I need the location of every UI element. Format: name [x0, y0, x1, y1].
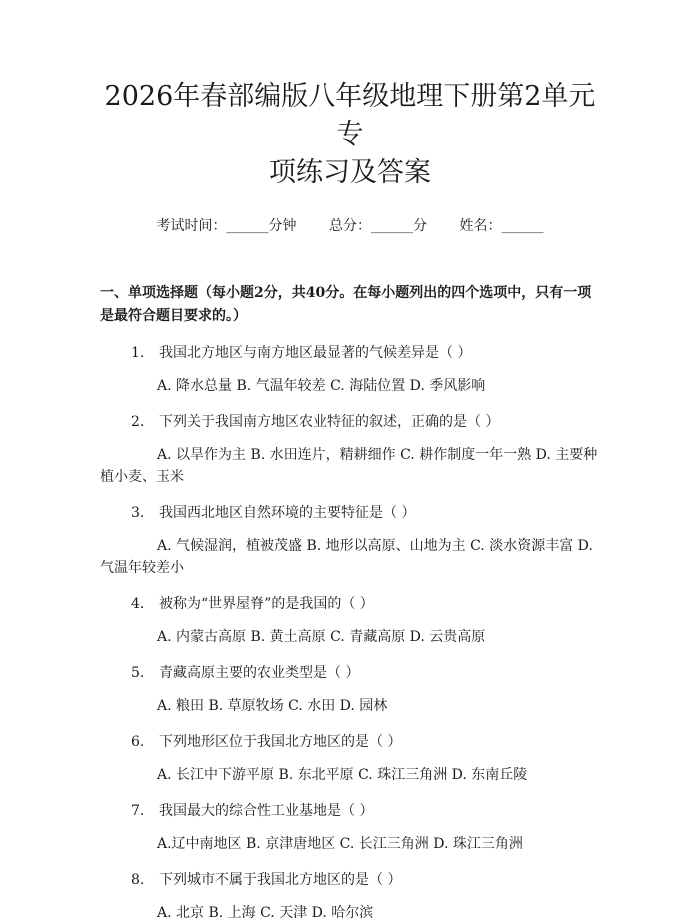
section-heading: 一、单项选择题（每小题2分，共40分。在每小题列出的四个选项中，只有一项是最符合题目要求的。） — [100, 285, 592, 324]
document-title — [100, 0, 600, 192]
total-score-field: 总分：______分 — [329, 218, 427, 234]
question-number: 5. — [131, 665, 145, 681]
question-number: 1. — [131, 345, 145, 361]
question-stem — [100, 342, 600, 364]
question-number: 6. — [131, 734, 145, 750]
question-text: 被称为“世界屋脊”的是我国的（ ） — [159, 596, 374, 612]
question-number: 2. — [131, 414, 145, 430]
question-stem — [100, 800, 600, 822]
question-number: 4. — [131, 596, 145, 612]
question-item — [100, 342, 600, 397]
question-text: 下列地形区位于我国北方地区的是（ ） — [159, 734, 402, 750]
question-stem — [100, 411, 600, 433]
title-line-1: 2026年春部编版八年级地理下册第2单元专 — [104, 81, 596, 150]
question-options: A. 气候湿润，植被茂盛 B. 地形以高原、山地为主 C. 淡水资源丰富 D. 气温年较差小 — [100, 538, 593, 576]
question-stem — [100, 593, 600, 615]
question-options: A. 长江中下游平原 B. 东北平原 C. 珠江三角洲 D. 东南丘陵 — [157, 767, 528, 783]
question-item — [100, 502, 600, 579]
question-number: 7. — [131, 803, 145, 819]
question-options: A. 北京 B. 上海 C. 天津 D. 哈尔滨 — [157, 905, 374, 921]
question-text: 我国最大的综合性工业基地是（ ） — [159, 803, 374, 819]
question-number: 3. — [131, 505, 145, 521]
question-options: A. 降水总量 B. 气温年较差 C. 海陆位置 D. 季风影响 — [157, 378, 486, 394]
question-list — [100, 342, 600, 924]
question-number: 8. — [131, 872, 145, 888]
name-field: 姓名：______ — [459, 218, 544, 234]
question-item — [100, 800, 600, 855]
question-item — [100, 869, 600, 924]
question-item — [100, 731, 600, 786]
question-item — [100, 662, 600, 717]
question-options: A. 内蒙古高原 B. 黄土高原 C. 青藏高原 D. 云贵高原 — [157, 629, 486, 645]
question-text: 我国北方地区与南方地区最显著的气候差异是（ ） — [159, 345, 472, 361]
question-options: A. 粮田 B. 草原牧场 C. 水田 D. 园林 — [157, 698, 388, 714]
exam-time-field: 考试时间：______分钟 — [156, 218, 297, 234]
question-stem — [100, 662, 600, 684]
question-stem — [100, 731, 600, 753]
question-stem — [100, 869, 600, 891]
exam-meta — [100, 216, 600, 236]
question-options: A. 以旱作为主 B. 水田连片，精耕细作 C. 耕作制度一年一熟 D. 主要种植小麦、玉米 — [100, 447, 598, 485]
question-stem — [100, 502, 600, 524]
question-item — [100, 593, 600, 648]
question-options: A.辽中南地区 B. 京津唐地区 C. 长江三角洲 D. 珠江三角洲 — [157, 836, 523, 852]
question-text: 青藏高原主要的农业类型是（ ） — [159, 665, 360, 681]
title-line-2: 项练习及答案 — [269, 157, 431, 188]
question-text: 下列城市不属于我国北方地区的是（ ） — [159, 872, 402, 888]
question-text: 我国西北地区自然环境的主要特征是（ ） — [159, 505, 416, 521]
question-text: 下列关于我国南方地区农业特征的叙述，正确的是（ ） — [159, 414, 500, 430]
question-item — [100, 411, 600, 488]
